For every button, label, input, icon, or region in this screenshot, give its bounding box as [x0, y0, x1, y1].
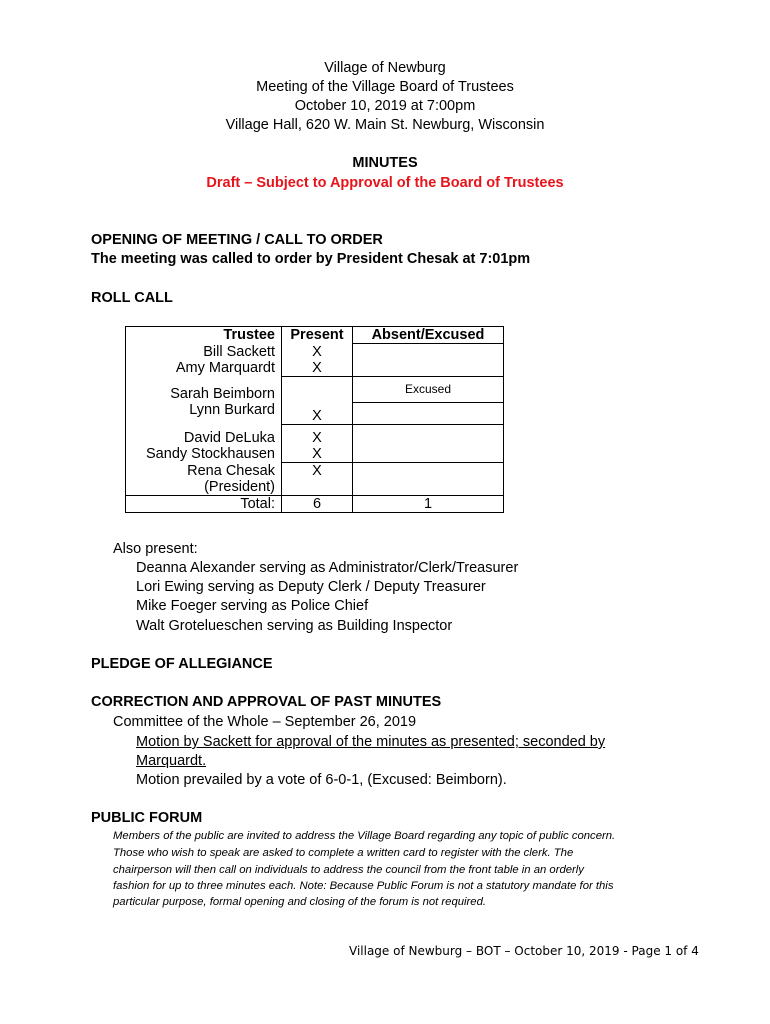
- trustee-name: Bill Sackett: [126, 344, 282, 360]
- present-mark: X: [282, 344, 353, 360]
- table-row: [126, 376, 504, 402]
- opening-text: The meeting was called to order by President Chesak at 7:01pm: [91, 251, 531, 267]
- forum-line: Members of the public are invited to address the Village Board regarding any topic of public concern.: [113, 830, 616, 842]
- motion-line-1: Motion by Sackett for approval of the minutes as presented; seconded by: [136, 734, 606, 750]
- forum-line: chairperson will then call on individuals to address the council from the front table in an orderly: [113, 864, 584, 876]
- header-date: October 10, 2019 at 7:00pm: [294, 98, 476, 114]
- opening-title: OPENING OF MEETING / CALL TO ORDER: [91, 232, 383, 248]
- absent-mark: [353, 402, 504, 424]
- also-present-item: Walt Grotelueschen serving as Building Inspector: [136, 618, 453, 634]
- table-row: [126, 424, 504, 446]
- absent-mark: Excused: [353, 376, 504, 402]
- page-footer: Village of Newburg – BOT – October 10, 2019 - Page 1 of 4: [349, 944, 699, 958]
- forum-line: Those who wish to speak are asked to complete a written card to register with the clerk. The: [113, 847, 574, 859]
- motion-line-2: Marquardt.: [136, 753, 207, 769]
- committee-line: Committee of the Whole – September 26, 2019: [113, 714, 417, 730]
- table-row: [126, 446, 504, 463]
- present-mark: X: [282, 402, 353, 424]
- trustee-name: Lynn Burkard: [126, 402, 282, 424]
- trustee-name-line2: (President): [204, 478, 275, 495]
- trustee-name: [126, 463, 282, 496]
- header-trustee: Trustee: [126, 327, 282, 344]
- present-mark: X: [282, 463, 353, 496]
- present-mark: X: [282, 360, 353, 377]
- trustee-name: Sarah Beimborn: [126, 376, 282, 402]
- draft-notice: Draft – Subject to Approval of the Board of Trustees: [206, 175, 564, 191]
- header-present: Present: [282, 327, 353, 344]
- present-mark: X: [282, 446, 353, 463]
- also-present-item: Deanna Alexander serving as Administrator/Clerk/Treasurer: [136, 560, 519, 576]
- absent-mark: [353, 463, 504, 496]
- table-row: [126, 360, 504, 377]
- header-absent: Absent/Excused: [353, 327, 504, 344]
- roll-call-title: ROLL CALL: [91, 290, 173, 306]
- also-present-item: Lori Ewing serving as Deputy Clerk / Deputy Treasurer: [136, 579, 486, 595]
- header-location: Village Hall, 620 W. Main St. Newburg, Wisconsin: [225, 117, 545, 133]
- forum-line: particular purpose, formal opening and closing of the forum is not required.: [113, 896, 487, 908]
- minutes-title: MINUTES: [352, 155, 418, 171]
- trustee-name: Amy Marquardt: [126, 360, 282, 377]
- trustee-name-line1: Rena Chesak: [187, 462, 275, 479]
- total-label: Total:: [126, 495, 282, 512]
- forum-title: PUBLIC FORUM: [91, 810, 203, 826]
- total-present: 6: [282, 495, 353, 512]
- also-present-label: Also present:: [113, 541, 198, 557]
- trustee-name: David DeLuka: [126, 424, 282, 446]
- forum-line: fashion for up to three minutes each. Note: Because Public Forum is not a statutory mandate for this: [113, 880, 614, 892]
- also-present-item: Mike Foeger serving as Police Chief: [136, 598, 369, 614]
- vote-line: Motion prevailed by a vote of 6-0-1, (Excused: Beimborn).: [136, 772, 507, 788]
- table-row: [126, 463, 504, 496]
- absent-mark: [353, 446, 504, 463]
- present-mark: [282, 376, 353, 402]
- table-row: [126, 402, 504, 424]
- total-absent: 1: [353, 495, 504, 512]
- pledge-title: PLEDGE OF ALLEGIANCE: [91, 656, 273, 672]
- table-total-row: [126, 495, 504, 512]
- absent-mark: [353, 424, 504, 446]
- absent-mark: [353, 344, 504, 360]
- table-header-row: [126, 327, 504, 344]
- table-row: [126, 344, 504, 360]
- trustee-name: Sandy Stockhausen: [126, 446, 282, 463]
- roll-call-table: [125, 326, 504, 513]
- header-village: Village of Newburg: [324, 60, 446, 76]
- absent-mark: [353, 360, 504, 377]
- header-meeting: Meeting of the Village Board of Trustees: [256, 79, 514, 95]
- present-mark: X: [282, 424, 353, 446]
- correction-title: CORRECTION AND APPROVAL OF PAST MINUTES: [91, 694, 442, 710]
